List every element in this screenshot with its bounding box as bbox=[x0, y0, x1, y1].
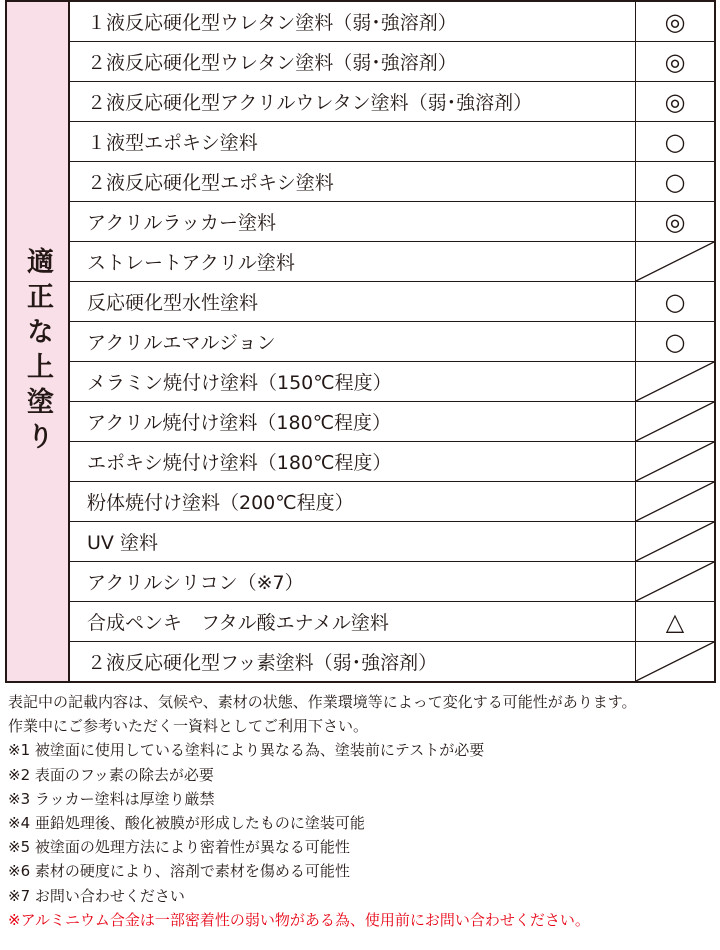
table-row bbox=[70, 162, 714, 202]
table-row bbox=[70, 202, 714, 242]
note-line: ※5 被塗面の処理方法により密着性が異なる可能性 bbox=[8, 838, 350, 857]
warning-note: ※アルミニウム合金は一部密着性の弱い物がある為、使用前にお問い合わせください。 bbox=[8, 910, 590, 929]
compatibility-mark: ◎ bbox=[635, 42, 714, 81]
compatibility-mark: ◎ bbox=[635, 202, 714, 241]
coating-name: ２液反応硬化型フッ素塗料（弱･強溶剤） bbox=[87, 652, 438, 674]
table-row bbox=[70, 642, 714, 681]
not-applicable-slash bbox=[635, 402, 714, 441]
table-row bbox=[70, 402, 714, 442]
note-line: ※3 ラッカー塗料は厚塗り厳禁 bbox=[8, 789, 215, 808]
note-line: 作業中にご参考いただく一資料としてご利用下さい。 bbox=[8, 717, 369, 736]
table-row bbox=[70, 522, 714, 562]
table-row bbox=[70, 602, 714, 642]
note-line: ※7 お問い合わせください bbox=[8, 886, 185, 905]
compatibility-mark: △ bbox=[635, 602, 714, 641]
note-line: ※1 被塗面に使用している塗料により異なる為、塗装前にテストが必要 bbox=[8, 741, 485, 760]
not-applicable-slash bbox=[635, 482, 714, 521]
note-line: ※2 表面のフッ素の除去が必要 bbox=[8, 765, 214, 784]
compatibility-table bbox=[5, 0, 716, 683]
table-row bbox=[70, 322, 714, 362]
compatibility-mark: ○ bbox=[635, 122, 714, 161]
not-applicable-slash bbox=[635, 642, 714, 681]
table-row bbox=[70, 562, 714, 602]
coating-name: ２液反応硬化型ウレタン塗料（弱･強溶剤） bbox=[87, 52, 457, 74]
compatibility-mark: ◎ bbox=[635, 82, 714, 121]
coating-name: ２液反応硬化型エポキシ塗料 bbox=[87, 172, 334, 194]
not-applicable-slash bbox=[635, 522, 714, 561]
coating-name: アクリルシリコン（※7） bbox=[87, 572, 304, 594]
compatibility-mark: ○ bbox=[635, 162, 714, 201]
coating-name: UV 塗料 bbox=[87, 532, 158, 554]
coating-name: アクリルエマルジョン bbox=[87, 332, 276, 354]
table-row bbox=[70, 282, 714, 322]
coating-name: ストレートアクリル塗料 bbox=[87, 252, 295, 274]
compatibility-mark: ○ bbox=[635, 322, 714, 361]
not-applicable-slash bbox=[635, 562, 714, 601]
table-rows bbox=[70, 2, 714, 681]
compatibility-mark: ◎ bbox=[635, 2, 714, 41]
side-header bbox=[7, 2, 70, 681]
table-row bbox=[70, 362, 714, 402]
coating-name: 粉体焼付け塗料（200℃程度） bbox=[87, 492, 354, 514]
coating-name: アクリル焼付け塗料（180℃程度） bbox=[87, 412, 392, 434]
table-row bbox=[70, 442, 714, 482]
side-header-label: 適正な上塗り bbox=[22, 246, 53, 457]
coating-name: 合成ペンキ フタル酸エナメル塗料 bbox=[87, 612, 389, 634]
not-applicable-slash bbox=[635, 442, 714, 481]
coating-name: 反応硬化型水性塗料 bbox=[87, 292, 259, 314]
coating-name: ２液反応硬化型アクリルウレタン塗料（弱･強溶剤） bbox=[87, 92, 533, 114]
table-row bbox=[70, 82, 714, 122]
notes-section bbox=[8, 690, 720, 932]
note-line: ※4 亜鉛処理後、酸化被膜が形成したものに塗装可能 bbox=[8, 814, 365, 833]
compatibility-mark: ○ bbox=[635, 282, 714, 321]
table-row bbox=[70, 122, 714, 162]
table-row bbox=[70, 242, 714, 282]
note-line: 表記中の記載内容は、気候や、素材の状態、作業環境等によって変化する可能性があります。 bbox=[8, 693, 637, 711]
coating-name: メラミン焼付け塗料（150℃程度） bbox=[87, 372, 392, 394]
not-applicable-slash bbox=[635, 242, 714, 281]
coating-name: １液反応硬化型ウレタン塗料（弱･強溶剤） bbox=[87, 12, 457, 34]
table-row bbox=[70, 42, 714, 82]
coating-name: エポキシ焼付け塗料（180℃程度） bbox=[87, 452, 392, 474]
table-row bbox=[70, 482, 714, 522]
table-row bbox=[70, 2, 714, 42]
note-line: ※6 素材の硬度により、溶剤で素材を傷める可能性 bbox=[8, 862, 350, 881]
coating-name: アクリルラッカー塗料 bbox=[87, 212, 277, 234]
not-applicable-slash bbox=[635, 362, 714, 401]
coating-name: １液型エポキシ塗料 bbox=[87, 132, 258, 154]
